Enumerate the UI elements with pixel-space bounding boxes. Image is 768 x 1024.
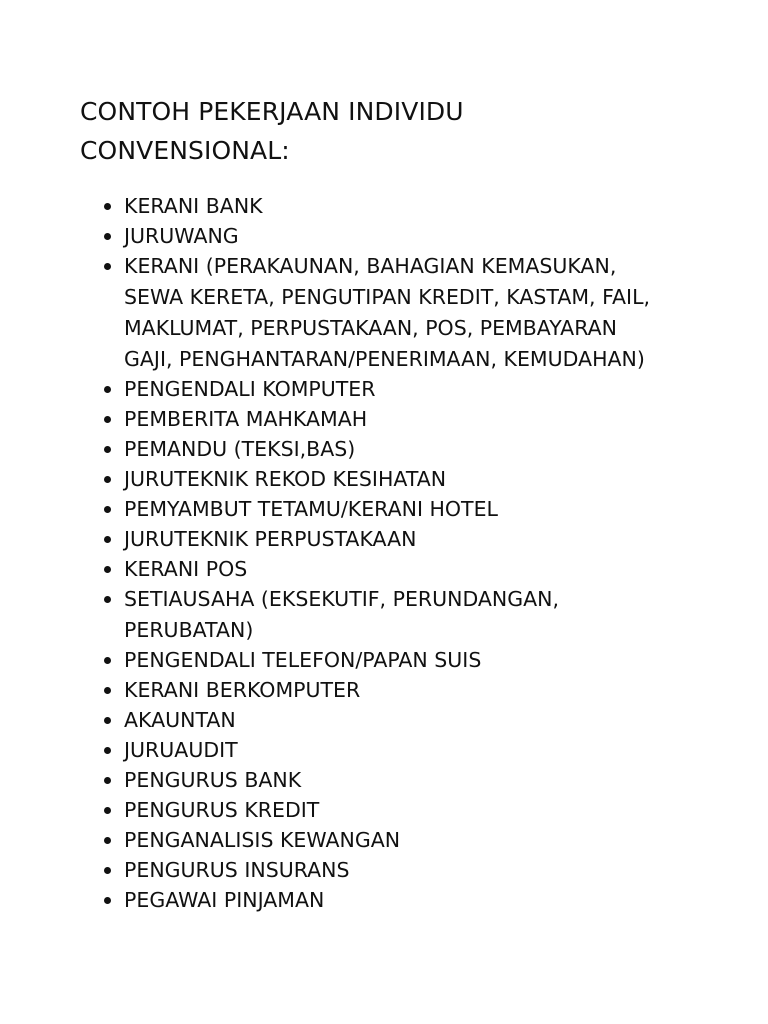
list-item-text: MAKLUMAT, PERPUSTAKAAN, POS, PEMBAYARAN [124, 316, 617, 340]
bullet-icon [104, 717, 111, 724]
bullet-icon [104, 657, 111, 664]
list-item [80, 855, 728, 886]
bullet-icon [104, 777, 111, 784]
list-item [80, 554, 728, 585]
bullet-icon [104, 416, 111, 423]
bullet-icon [104, 203, 111, 210]
list-item [80, 524, 728, 555]
bullet-icon [104, 233, 111, 240]
list-item [80, 374, 728, 405]
list-item-text: KERANI (PERAKAUNAN, BAHAGIAN KEMASUKAN, [124, 254, 617, 278]
document-title [80, 92, 728, 170]
list-item-text: JURUAUDIT [124, 738, 238, 762]
list-item-text: KERANI POS [124, 557, 248, 581]
list-item-text: GAJI, PENGHANTARAN/PENERIMAAN, KEMUDAHAN) [124, 347, 645, 371]
list-item-text: JURUWANG [124, 224, 239, 248]
list-item [80, 645, 728, 676]
bullet-icon [104, 867, 111, 874]
list-item-text: JURUTEKNIK REKOD KESIHATAN [124, 467, 447, 491]
bullet-icon [104, 566, 111, 573]
list-item-text: PENGENDALI KOMPUTER [124, 377, 376, 401]
list-item-text: PEMBERITA MAHKAMAH [124, 407, 368, 431]
bullet-icon [104, 263, 111, 270]
list-item [80, 885, 728, 916]
bullet-icon [104, 687, 111, 694]
list-item [80, 675, 728, 706]
bullet-icon [104, 897, 111, 904]
list-item-text: PERUBATAN) [124, 618, 254, 642]
list-item [80, 494, 728, 525]
list-item-text: JURUTEKNIK PERPUSTAKAAN [124, 527, 417, 551]
list-item [80, 464, 728, 495]
bullet-icon [104, 506, 111, 513]
bullet-icon [104, 446, 111, 453]
list-item-text: PENGURUS KREDIT [124, 798, 320, 822]
list-item [80, 434, 728, 465]
list-item [80, 191, 728, 222]
list-item [80, 404, 728, 435]
list-item-text: SETIAUSAHA (EKSEKUTIF, PERUNDANGAN, [124, 587, 560, 611]
list-item-text: PENGANALISIS KEWANGAN [124, 828, 401, 852]
list-item [80, 795, 728, 826]
bullet-icon [104, 476, 111, 483]
title-line-1: CONTOH PEKERJAAN INDIVIDU [80, 97, 464, 126]
list-item-text: KERANI BERKOMPUTER [124, 678, 361, 702]
list-item [80, 251, 728, 375]
list-item [80, 825, 728, 856]
list-item-text: PEMYAMBUT TETAMU/KERANI HOTEL [124, 497, 498, 521]
list-item [80, 221, 728, 252]
list-item [80, 584, 728, 646]
bullet-icon [104, 536, 111, 543]
bullet-icon [104, 596, 111, 603]
list-item [80, 705, 728, 736]
title-line-2: CONVENSIONAL: [80, 136, 290, 165]
list-item-text: PENGENDALI TELEFON/PAPAN SUIS [124, 648, 482, 672]
list-item-text: PEMANDU (TEKSI,BAS) [124, 437, 356, 461]
list-item-text: SEWA KERETA, PENGUTIPAN KREDIT, KASTAM, FAIL, [124, 285, 651, 309]
bullet-icon [104, 386, 111, 393]
list-item-text: AKAUNTAN [124, 708, 236, 732]
bullet-icon [104, 837, 111, 844]
list-item-text: PEGAWAI PINJAMAN [124, 888, 325, 912]
list-item-text: KERANI BANK [124, 194, 263, 218]
bullet-icon [104, 807, 111, 814]
bullet-icon [104, 747, 111, 754]
list-item-text: PENGURUS BANK [124, 768, 302, 792]
job-list [80, 191, 728, 916]
list-item-text: PENGURUS INSURANS [124, 858, 350, 882]
list-item [80, 765, 728, 796]
list-item [80, 735, 728, 766]
